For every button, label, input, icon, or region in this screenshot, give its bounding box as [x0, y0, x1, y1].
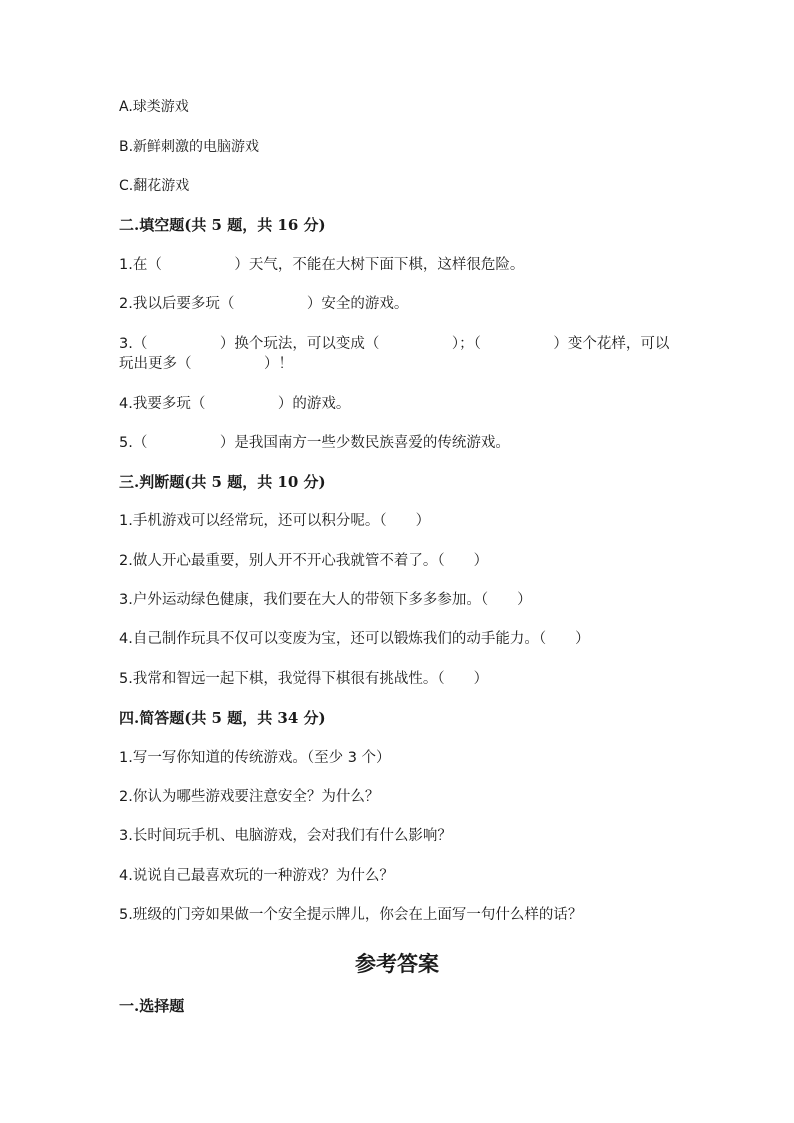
answers-section-heading: 一.选择题: [119, 997, 185, 1015]
option-c: C.翻花游戏: [119, 178, 190, 194]
short-answer-question-4: 4.说说自己最喜欢玩的一种游戏？为什么？: [119, 868, 394, 884]
short-answer-question-1: 1.写一写你知道的传统游戏。（至少 3 个）: [119, 750, 391, 766]
fill-blank-question-4: 4.我要多玩（ ）的游戏。: [119, 396, 351, 412]
answers-title: 参考答案: [355, 951, 439, 976]
short-answer-question-5: 5.班级的门旁如果做一个安全提示牌儿，你会在上面写一句什么样的话？: [119, 907, 583, 923]
fill-blank-question-1: 1.在（ ）天气，不能在大树下面下棋，这样很危险。: [119, 257, 525, 273]
judge-question-3: 3.户外运动绿色健康，我们要在大人的带领下多多参加。（ ）: [119, 592, 532, 608]
judge-question-2: 2.做人开心最重要，别人开不开心我就管不着了。（ ）: [119, 553, 489, 569]
fill-blank-question-2: 2.我以后要多玩（ ）安全的游戏。: [119, 296, 409, 312]
section-heading-judge: 三.判断题(共 5 题，共 10 分): [119, 473, 326, 491]
fill-blank-question-3: 3.（ ）换个玩法，可以变成（ ）；（ ）变个花样，可以玩出更多（ ）！: [119, 336, 670, 372]
option-a: A.球类游戏: [119, 99, 189, 115]
section-heading-fill-blank: 二.填空题(共 5 题，共 16 分): [119, 216, 326, 234]
judge-question-5: 5.我常和智远一起下棋，我觉得下棋很有挑战性。（ ）: [119, 671, 489, 687]
judge-question-4: 4.自己制作玩具不仅可以变废为宝，还可以锻炼我们的动手能力。（ ）: [119, 631, 590, 647]
section-heading-short-answer: 四.简答题(共 5 题，共 34 分): [119, 709, 326, 727]
fill-blank-question-5: 5.（ ）是我国南方一些少数民族喜爱的传统游戏。: [119, 435, 510, 451]
option-b: B.新鲜刺激的电脑游戏: [119, 139, 260, 155]
short-answer-question-2: 2.你认为哪些游戏要注意安全？为什么？: [119, 789, 380, 805]
judge-question-1: 1.手机游戏可以经常玩，还可以积分呢。（ ）: [119, 513, 431, 529]
short-answer-question-3: 3.长时间玩手机、电脑游戏，会对我们有什么影响？: [119, 828, 452, 844]
